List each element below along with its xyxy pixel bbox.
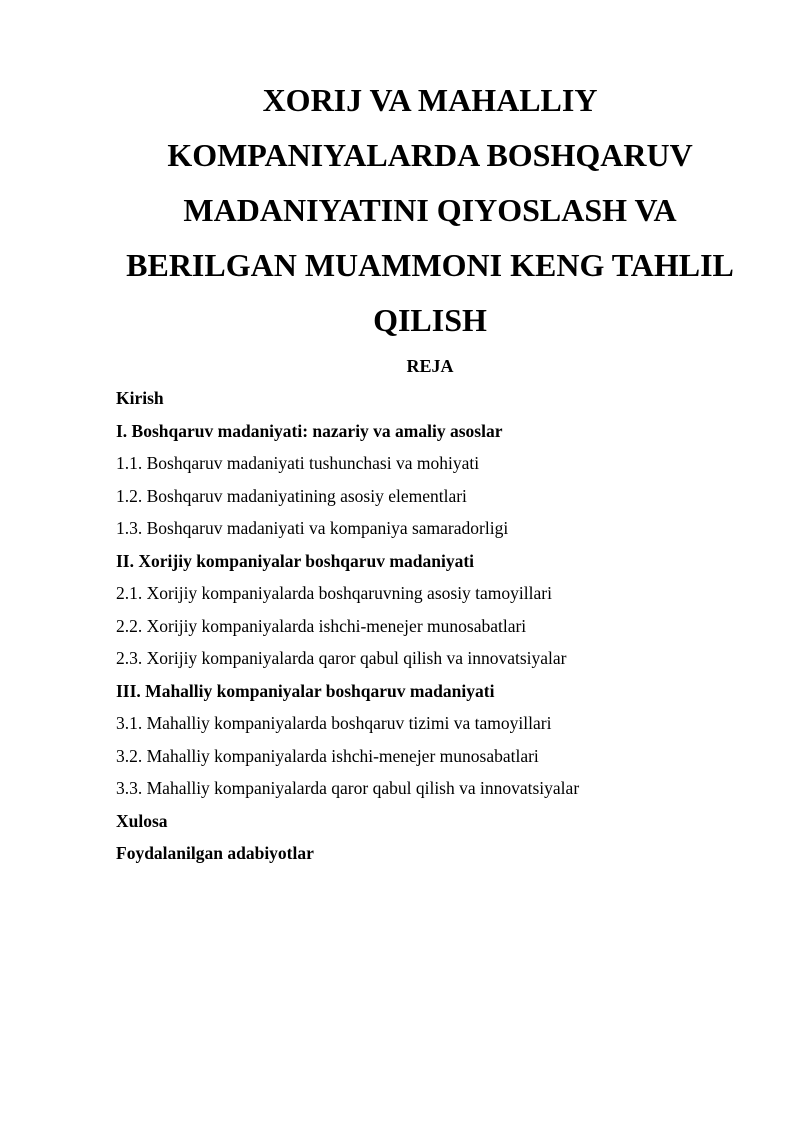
toc-item: 2.3. Xorijiy kompaniyalarda qaror qabul qilish va innovatsiyalar bbox=[116, 648, 567, 668]
toc-item: II. Xorijiy kompaniyalar boshqaruv madaniyati bbox=[116, 550, 475, 571]
toc-item: 2.2. Xorijiy kompaniyalarda ishchi-menejer munosabatlari bbox=[116, 615, 527, 636]
title-line: KOMPANIYALARDA BOSHQARUV bbox=[167, 137, 693, 173]
toc-item: 1.2. Boshqaruv madaniyatining asosiy elementlari bbox=[116, 485, 467, 506]
title-line: BERILGAN MUAMMONI KENG TAHLIL bbox=[126, 247, 734, 283]
toc-item: 2.1. Xorijiy kompaniyalarda boshqaruvning asosiy tamoyillari bbox=[116, 583, 552, 603]
title-line: QILISH bbox=[373, 302, 487, 338]
toc-item: 1.1. Boshqaruv madaniyati tushunchasi va mohiyati bbox=[116, 453, 480, 473]
toc-item: 3.2. Mahalliy kompaniyalarda ishchi-menejer munosabatlari bbox=[116, 745, 539, 766]
title-line: MADANIYATINI QIYOSLASH VA bbox=[183, 192, 677, 228]
plan-heading: REJA bbox=[406, 356, 454, 376]
toc-item: 3.1. Mahalliy kompaniyalarda boshqaruv tizimi va tamoyillari bbox=[116, 713, 552, 733]
title-line: XORIJ VA MAHALLIY bbox=[262, 82, 598, 118]
document-title bbox=[100, 73, 760, 348]
toc-item: 3.3. Mahalliy kompaniyalarda qaror qabul qilish va innovatsiyalar bbox=[116, 778, 580, 798]
toc-item: I. Boshqaruv madaniyati: nazariy va amaliy asoslar bbox=[116, 420, 503, 441]
toc-item: Foydalanilgan adabiyotlar bbox=[116, 843, 314, 863]
toc-item: III. Mahalliy kompaniyalar boshqaruv madaniyati bbox=[116, 680, 495, 701]
table-of-contents bbox=[116, 386, 756, 874]
toc-item: 1.3. Boshqaruv madaniyati va kompaniya samaradorligi bbox=[116, 518, 509, 538]
toc-item: Xulosa bbox=[116, 810, 168, 831]
toc-item: Kirish bbox=[116, 388, 164, 408]
